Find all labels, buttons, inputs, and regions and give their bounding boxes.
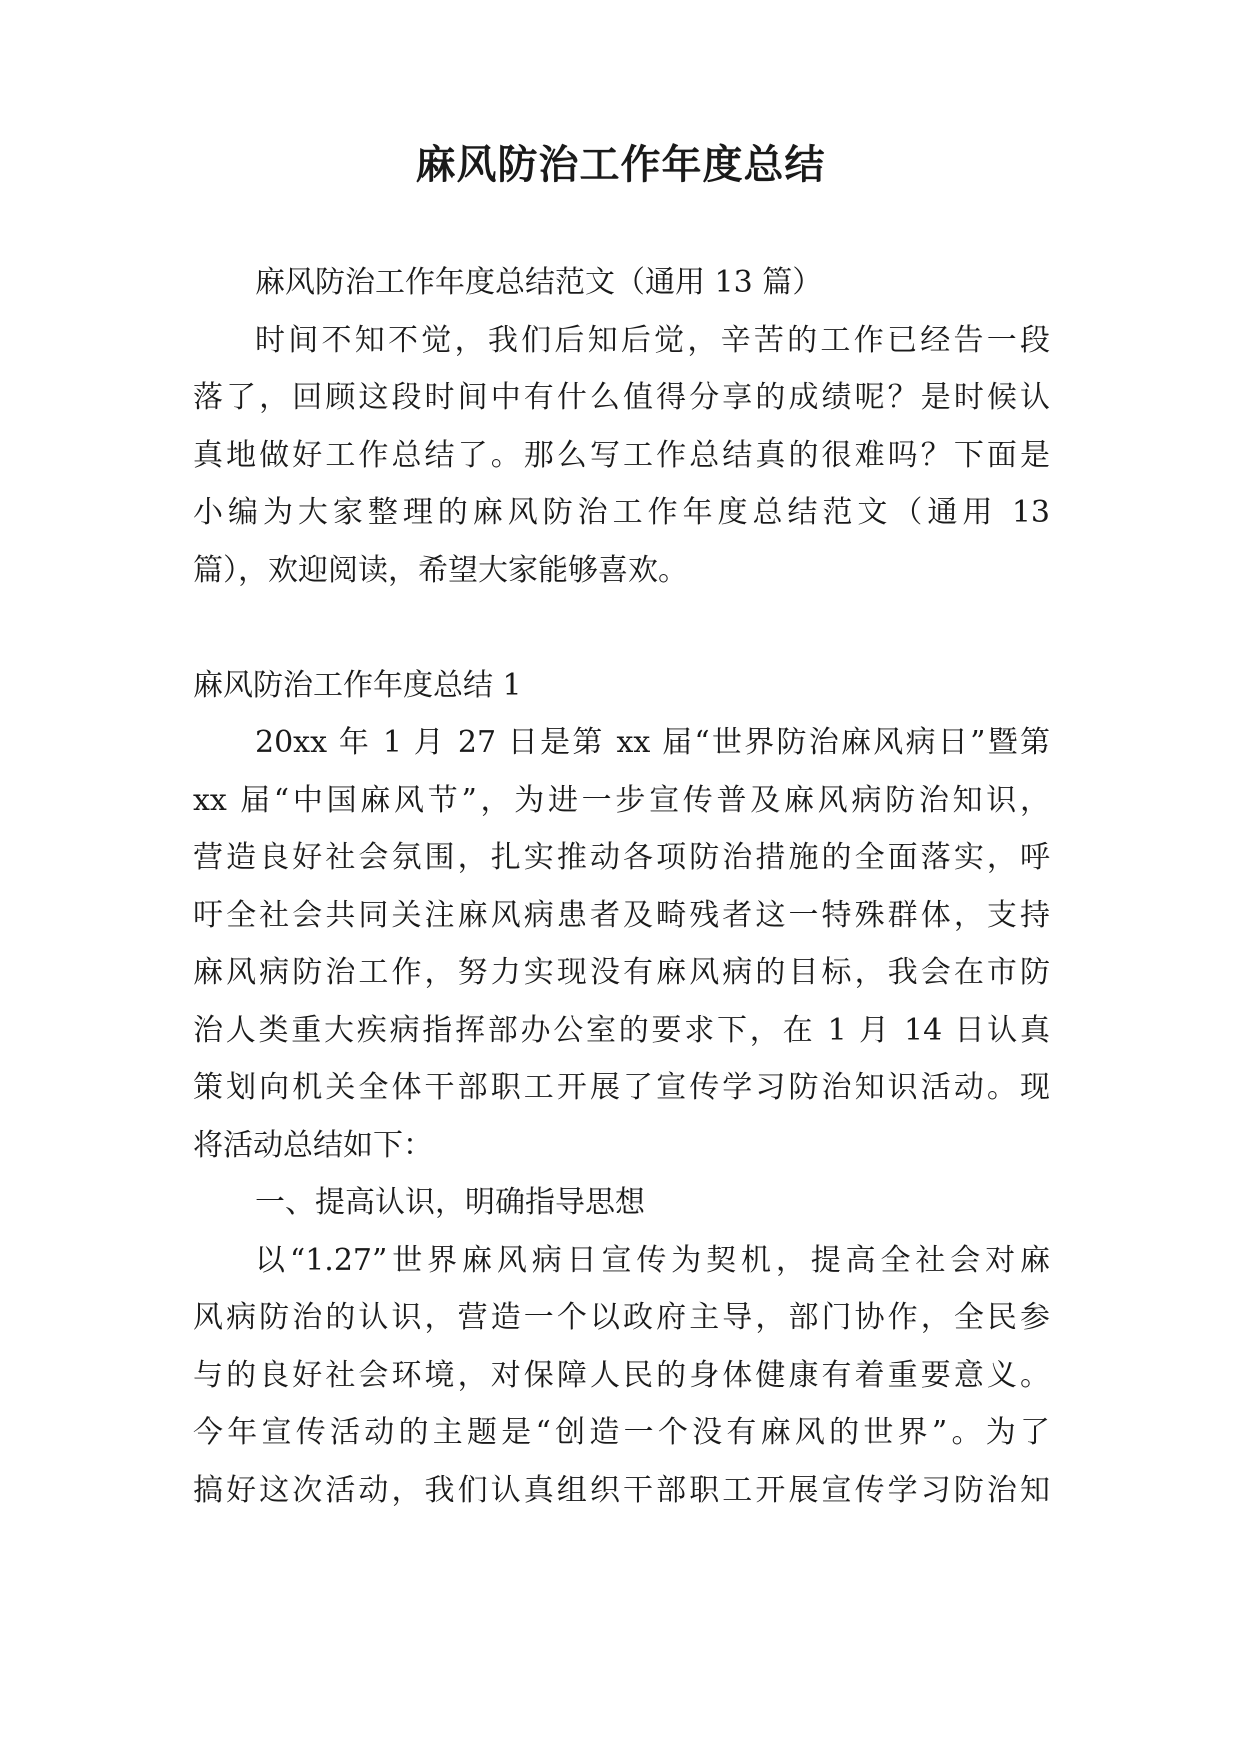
section-heading: 麻风防治工作年度总结 1 <box>193 667 522 703</box>
paragraph-line: 落了，回顾这段时间中有什么值得分享的成绩呢？是时候认 <box>193 380 1050 415</box>
paragraph-line: 吁全社会共同关注麻风病患者及畸残者这一特殊群体，支持 <box>193 897 1050 933</box>
paragraph-line: 小编为大家整理的麻风防治工作年度总结范文（通用 13 <box>193 495 1050 530</box>
paragraph-line: 篇），欢迎阅读，希望大家能够喜欢。 <box>193 552 688 588</box>
document-subtitle: 麻风防治工作年度总结范文（通用 13 篇） <box>255 265 823 300</box>
paragraph-line: 营造良好社会氛围，扎实推动各项防治措施的全面落实，呼 <box>193 840 1050 875</box>
paragraph-line: 今年宣传活动的主题是“创造一个没有麻风的世界”。为了 <box>193 1415 1050 1450</box>
page-title: 麻风防治工作年度总结 <box>415 142 826 188</box>
paragraph-line: 20xx 年 1 月 27 日是第 xx 届“世界防治麻风病日”暨第 <box>255 725 1050 760</box>
paragraph-spacer <box>193 599 1050 657</box>
paragraph-line: 真地做好工作总结了。那么写工作总结真的很难吗？下面是 <box>193 437 1050 473</box>
paragraph-line: 与的良好社会环境，对保障人民的身体健康有着重要意义。 <box>193 1357 1050 1393</box>
paragraph-line: xx 届“中国麻风节”，为进一步宣传普及麻风病防治知识， <box>193 782 1050 818</box>
document-body <box>193 254 1050 1519</box>
paragraph-line: 风病防治的认识，营造一个以政府主导，部门协作，全民参 <box>193 1300 1050 1335</box>
paragraph-line: 治人类重大疾病指挥部办公室的要求下，在 1 月 14 日认真 <box>193 1012 1050 1048</box>
paragraph-line: 将活动总结如下： <box>193 1127 433 1163</box>
subheading: 一、提高认识，明确指导思想 <box>255 1185 645 1220</box>
paragraph-line: 时间不知不觉，我们后知后觉，辛苦的工作已经告一段 <box>255 322 1050 358</box>
paragraph-line: 以“1.27”世界麻风病日宣传为契机，提高全社会对麻 <box>255 1242 1050 1278</box>
paragraph-line: 策划向机关全体干部职工开展了宣传学习防治知识活动。现 <box>193 1070 1050 1105</box>
paragraph-line: 搞好这次活动，我们认真组织干部职工开展宣传学习防治知 <box>193 1472 1050 1508</box>
paragraph-line: 麻风病防治工作，努力实现没有麻风病的目标，我会在市防 <box>193 955 1050 990</box>
